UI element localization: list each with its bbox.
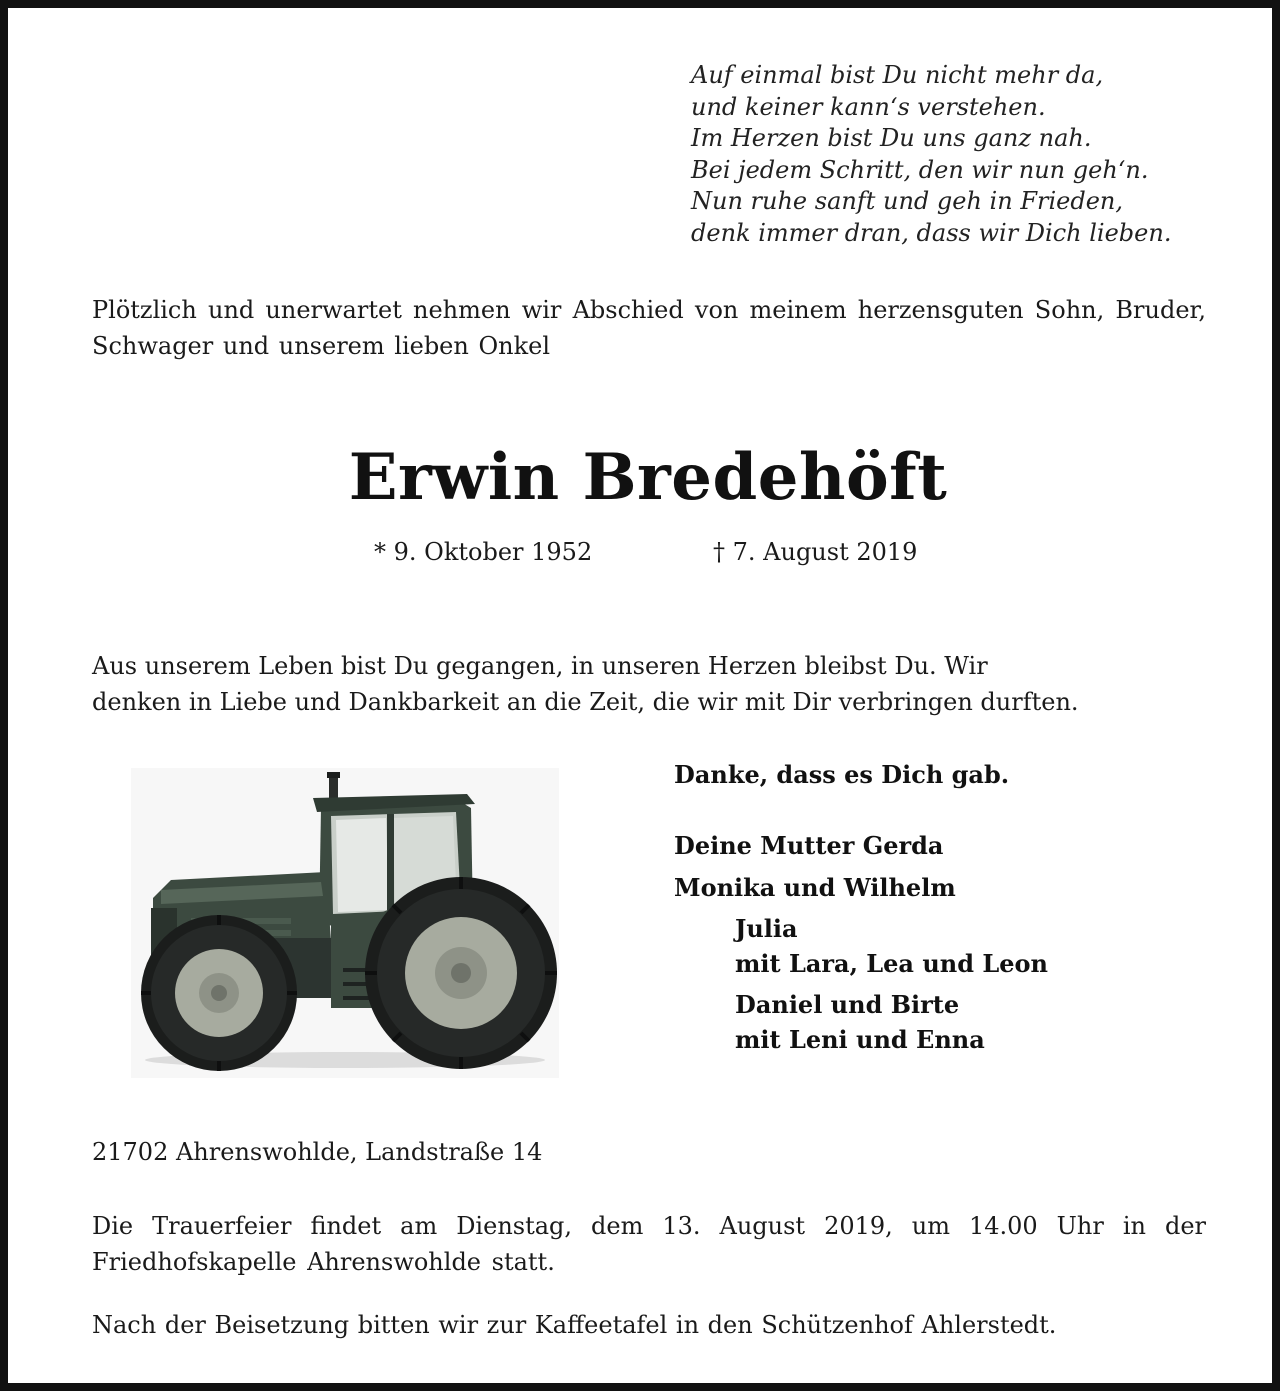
poem-line: Auf einmal bist Du nicht mehr da, <box>691 61 1104 89</box>
poem <box>691 60 1171 249</box>
poem-line: Nun ruhe sanft und geh in Frieden, <box>691 187 1123 215</box>
memory-text <box>92 648 1212 720</box>
birth-date: * 9. Oktober 1952 <box>374 538 593 566</box>
signer-nephew: Daniel und Birte <box>735 990 960 1019</box>
poem-line: und keiner kann‘s verstehen. <box>691 92 1046 121</box>
deceased-name: Erwin Bredehöft <box>348 440 948 515</box>
intro-text: Plötzlich und unerwartet nehmen wir Abschied von meinem herzensguten Sohn, Bruder, Schwager und unserem lieben Onkel <box>92 296 1206 360</box>
signer-nephew-children: mit Leni und Enna <box>735 1025 985 1054</box>
signer-niece: Julia <box>735 914 798 943</box>
signer-mother: Deine Mutter Gerda <box>674 831 944 860</box>
funeral-info: Die Trauerfeier findet am Dienstag, dem 13. August 2019, um 14.00 Uhr in der Friedhofskapelle Ahrenswohlde statt. <box>92 1212 1206 1276</box>
memory-line: Aus unserem Leben bist Du gegangen, in unseren Herzen bleibst Du. Wir <box>92 652 988 680</box>
poem-line: Im Herzen bist Du uns ganz nah. <box>691 124 1092 152</box>
poem-line: denk immer dran, dass wir Dich lieben. <box>691 218 1172 247</box>
signer-niece-children: mit Lara, Lea und Leon <box>735 949 1048 978</box>
poem-line: Bei jedem Schritt, den wir nun geh‘n. <box>691 155 1149 184</box>
signer-sibling: Monika und Wilhelm <box>674 873 956 902</box>
memory-line: denken in Liebe und Dankbarkeit an die Zeit, die wir mit Dir verbringen durften. <box>92 688 1079 716</box>
tractor-image <box>131 768 559 1078</box>
family-address: 21702 Ahrenswohlde, Landstraße 14 <box>92 1138 543 1166</box>
death-date: † 7. August 2019 <box>713 538 918 566</box>
thanks-line: Danke, dass es Dich gab. <box>674 760 1010 789</box>
reception-info: Nach der Beisetzung bitten wir zur Kaffeetafel in den Schützenhof Ahlerstedt. <box>92 1311 1057 1339</box>
